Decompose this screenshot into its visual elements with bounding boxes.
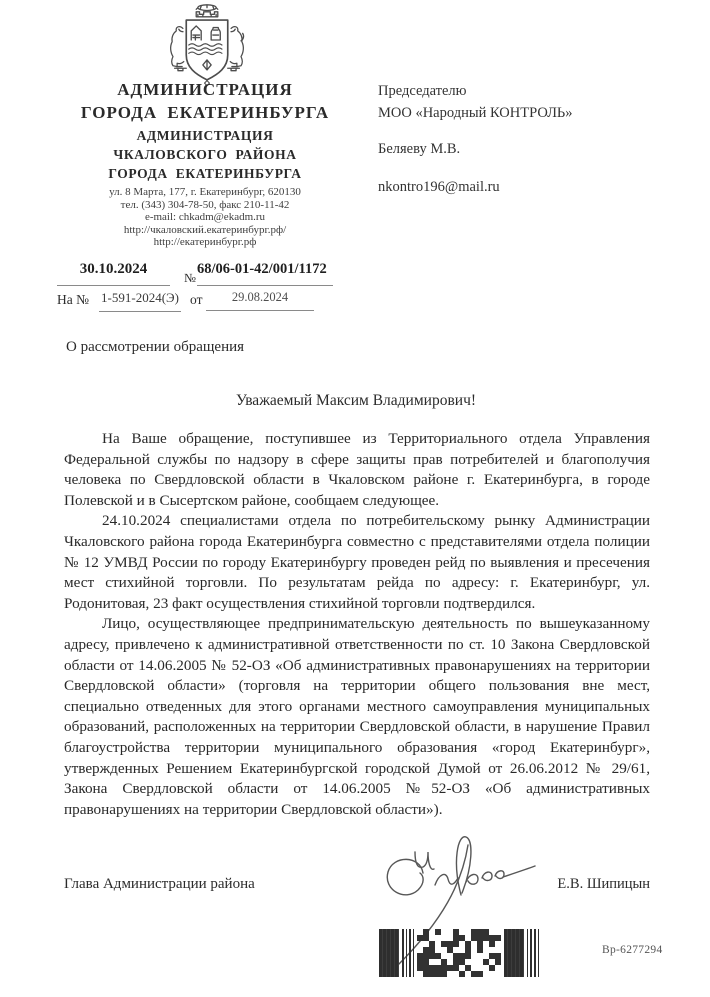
org-name-district-line1: АДМИНИСТРАЦИЯ (136, 128, 274, 143)
reply-to-label: На № (57, 292, 89, 307)
org-name-city-line2: ГОРОДА ЕКАТЕРИНБУРГА (80, 103, 330, 122)
recipient-org: МОО «Народный КОНТРОЛЬ» (378, 105, 573, 121)
salutation: Уважаемый Максим Владимирович! (235, 392, 477, 409)
subject-line: О рассмотрении обращения (66, 339, 245, 355)
paragraph-3: Лицо, осуществляющее предпринимательскую деятельность по вышеуказанному адресу, привлечено к административной ответственности по ст. 10 Закона Свердловской области от 14.06.2005 № 52-ОЗ «Об административных правонарушениях на территории Свердловской области» (торговля на территории общего пользования вне мест, специально отведенных для этого органами местного самоуправления муниципальных образований, расположенных на территории Свердловской области, в нарушение Правил благоустройства территории муниципального образования «город Екатеринбург», утвержденных Решением Екатеринбургской городской Думой от 26.06.2012 № 29/61, Закона Свердловской области от 14.06.2005 №52-ОЗ «Об административных правонарушениях на территории Свердловской области»). (64, 615, 650, 818)
recipient-block (378, 80, 668, 198)
letter-body (64, 429, 650, 820)
contact-address: ул. 8 Марта, 177, г. Екатеринбург, 620130 (109, 186, 301, 198)
barcode-bars-left (402, 929, 414, 977)
coat-of-arms-icon (168, 3, 246, 87)
org-name-district-line2: ЧКАЛОВСКОГО РАЙОНА (113, 147, 297, 162)
org-name-city-line1: АДМИНИСТРАЦИЯ (117, 80, 293, 99)
org-name-district-line3: ГОРОДА ЕКАТЕРИНБУРГА (108, 166, 302, 181)
contact-email: e-mail: chkadm@ekadm.ru (144, 211, 266, 223)
barcode-block-right (504, 929, 524, 977)
barcode-id-text: Вр-6277294 (602, 944, 663, 956)
recipient-title: Председателю (378, 83, 467, 99)
recipient-email: nkontro196@mail.ru (378, 179, 500, 195)
reply-to-number: 1-591-2024(Э) (99, 290, 181, 312)
contact-url-city: http://екатеринбург.рф (153, 236, 257, 248)
letter-number: 68/06-01-42/001/1172 (197, 261, 333, 286)
number-sign-label: № (184, 271, 196, 285)
barcode-block-left (379, 929, 399, 977)
letter-date: 30.10.2024 (57, 261, 170, 286)
org-name-district (38, 126, 372, 183)
org-name-city (38, 78, 372, 124)
barcode-bars-right (527, 929, 539, 977)
recipient-name: Беляеву М.В. (378, 141, 461, 157)
signer-title: Глава Администрации района (64, 876, 255, 892)
reply-from-label: от (190, 292, 203, 307)
signer-name: Е.В. Шипицын (557, 876, 650, 892)
paragraph-1: На Ваше обращение, поступившее из Территориального отдела Управления Федеральной службы по надзору в сфере защиты прав потребителей и благополучия человека по Свердловской области в Чкаловском районе г. Екатеринбурга, в городе Полевской и в Сысертском районе, сообщаем следующее. (64, 430, 650, 509)
contact-url-district: http://чкаловский.екатеринбург.рф/ (123, 223, 287, 236)
contact-info (38, 186, 372, 249)
reply-to-date: 29.08.2024 (206, 290, 314, 311)
barcode-matrix (417, 929, 501, 977)
barcode (379, 929, 555, 977)
contact-phone: тел. (343) 304-78-50, факс 210-11-42 (120, 198, 290, 211)
paragraph-2: 24.10.2024 специалистами отдела по потребительскому рынку Администрации Чкаловского района города Екатеринбурга совместно с представителями отдела полиции № 12 УМВД России по городу Екатеринбургу проведен рейд по выявления и пресечения мест стихийной торговли. По результатам рейда по адресу: г. Екатеринбург, ул. Родонитовая, 23 факт осуществления стихийной торговли подтвердился. (64, 512, 650, 612)
